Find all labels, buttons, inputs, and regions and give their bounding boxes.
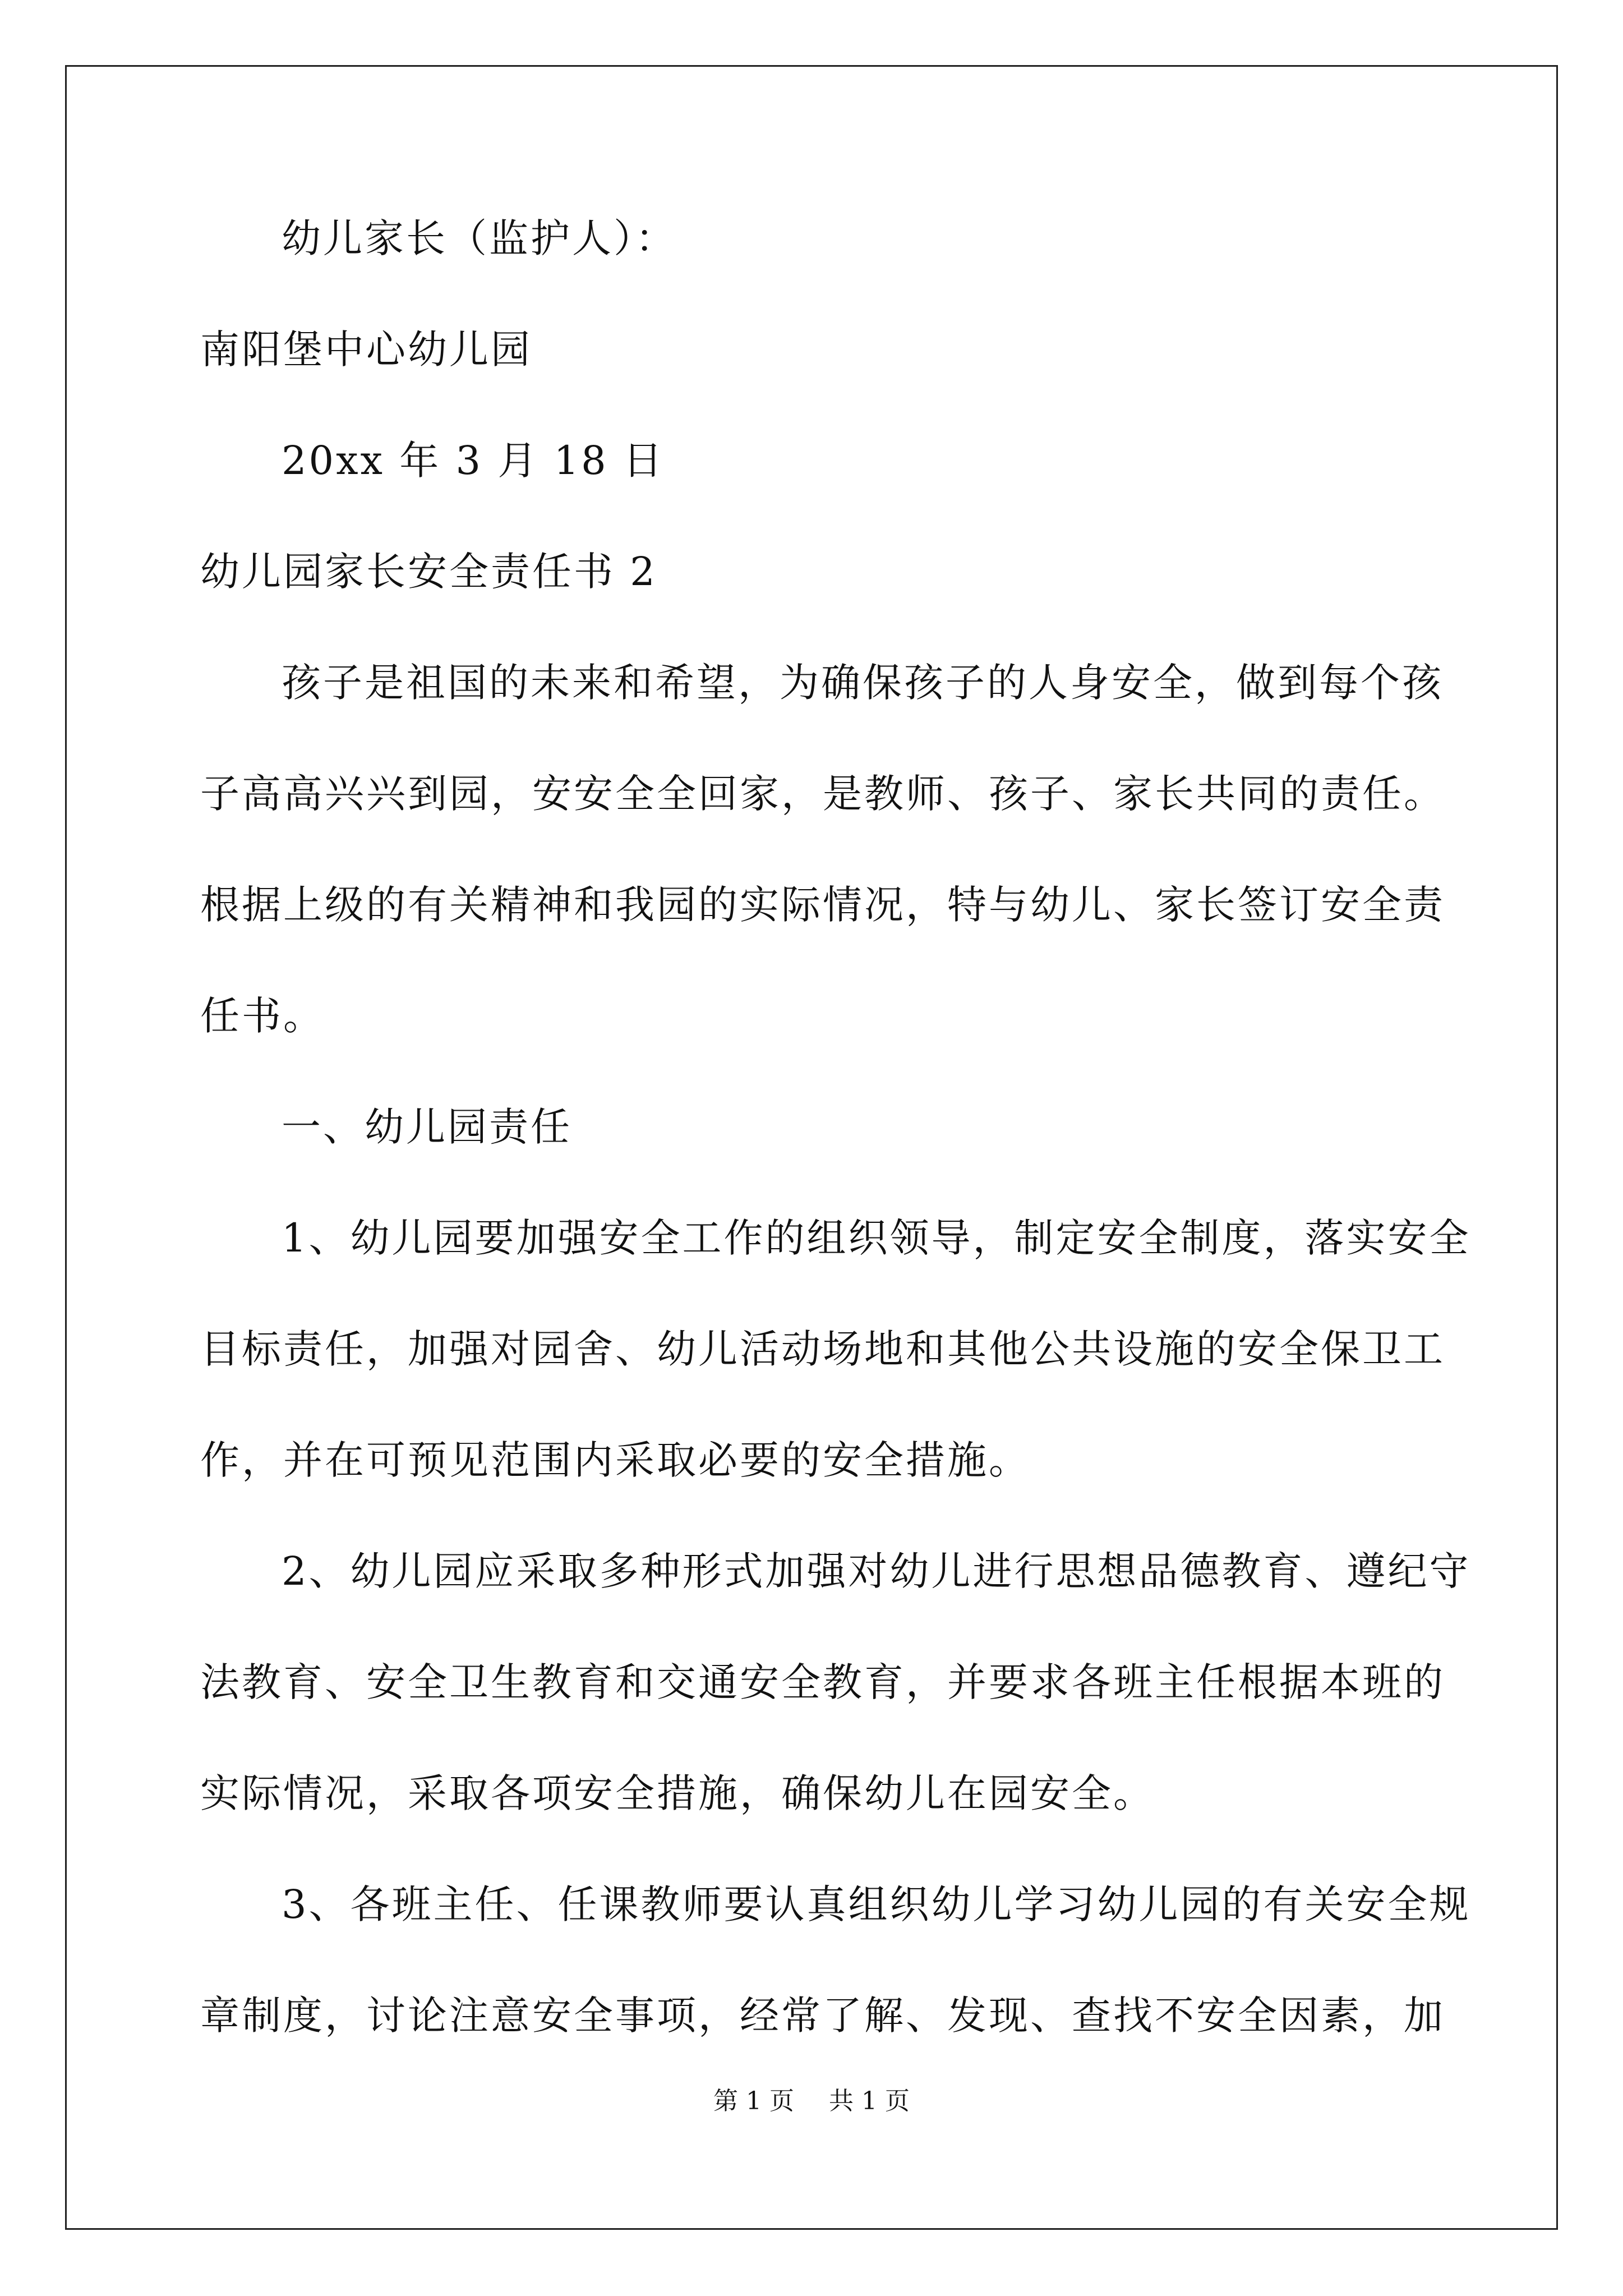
page-number: 第 1 页 (713, 2087, 794, 2115)
paragraph-line: 子高高兴兴到园，安安全全回家，是教师、孩子、家长共同的责任。 (200, 771, 1445, 817)
date-line: 20xx 年 3 月 18 日 (282, 438, 665, 484)
paragraph-line: 作，并在可预见范围内采取必要的安全措施。 (200, 1437, 1030, 1483)
paragraph-line: 孩子是祖国的未来和希望，为确保孩子的人身安全，做到每个孩 (282, 660, 1444, 706)
subheading: 一、幼儿园责任 (282, 1104, 572, 1150)
paragraph-line: 根据上级的有关精神和我园的实际情况，特与幼儿、家长签订安全责 (200, 882, 1445, 928)
section-title: 幼儿园家长安全责任书 2 (200, 549, 657, 595)
paragraph-line: 目标责任，加强对园舍、幼儿活动场地和其他公共设施的安全保卫工 (200, 1326, 1445, 1372)
paragraph-line: 法教育、安全卫生教育和交通安全教育，并要求各班主任根据本班的 (200, 1659, 1445, 1705)
paragraph-line: 章制度，讨论注意安全事项，经常了解、发现、查找不安全因素，加 (200, 1993, 1445, 2039)
paragraph-line: 实际情况，采取各项安全措施，确保幼儿在园安全。 (200, 1770, 1155, 1816)
paragraph-line: 任书。 (200, 993, 325, 1039)
page-footer (0, 2085, 1623, 2118)
salutation-line: 幼儿家长（监护人）： (282, 215, 677, 261)
page-total: 共 1 页 (829, 2087, 910, 2115)
signature-org-line: 南阳堡中心幼儿园 (200, 326, 532, 372)
paragraph-line: 1、幼儿园要加强安全工作的组织领导，制定安全制度，落实安全 (282, 1215, 1471, 1261)
paragraph-line: 2、幼儿园应采取多种形式加强对幼儿进行思想品德教育、遵纪守 (282, 1548, 1471, 1594)
paragraph-line: 3、各班主任、任课教师要认真组织幼儿学习幼儿园的有关安全规 (282, 1881, 1471, 1927)
